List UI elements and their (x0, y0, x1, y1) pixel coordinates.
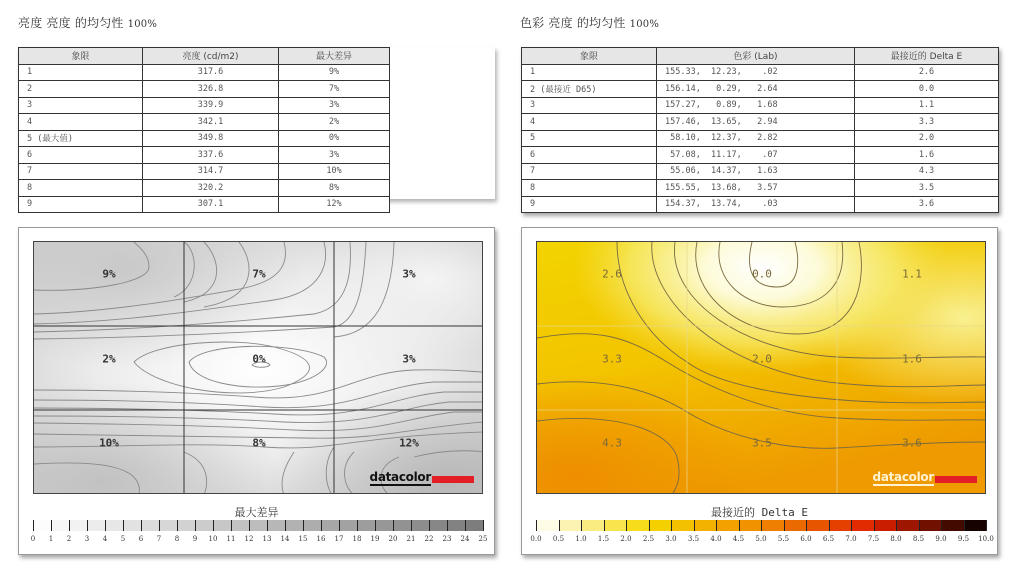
table-cell: 317.6 (143, 64, 279, 81)
legend-tick-mark (33, 520, 34, 531)
table-cell: 0.0 (855, 81, 999, 98)
table-row (19, 64, 390, 81)
table-cell: 2.6 (855, 64, 999, 81)
legend-tick-label: 4.5 (732, 535, 745, 543)
legend-tick-mark (69, 520, 70, 531)
legend-tick-label: 7 (156, 535, 162, 543)
table-cell: 8 (19, 180, 143, 197)
legend-tick-label: 5.0 (755, 535, 767, 543)
legend-tick-label: 13 (262, 535, 272, 543)
legend-swatch (581, 520, 604, 531)
map-label-q3: 1.1 (902, 267, 922, 281)
map-label-q9: 12% (399, 436, 419, 450)
legend-tick-mark (321, 520, 322, 531)
table-cell: 5 (522, 130, 657, 147)
datacolor-logo-text: datacolor (369, 470, 431, 484)
table-cell: 5 (最大值) (19, 130, 143, 147)
legend-swatch (626, 520, 649, 531)
legend-tick-label: 20 (388, 535, 398, 543)
legend-tick-mark (483, 520, 484, 531)
table-cell: 337.6 (143, 147, 279, 164)
legend-swatch (159, 520, 178, 531)
legend-tick-mark (393, 520, 394, 531)
map-label-q5: 2.0 (752, 352, 772, 366)
legend-swatch (761, 520, 784, 531)
legend-tick-label: 11 (226, 535, 236, 543)
legend-tick-label: 9.5 (957, 535, 970, 543)
table-row (19, 97, 390, 114)
legend-tick-label: 3.0 (665, 535, 677, 543)
table-cell: 339.9 (143, 97, 279, 114)
table-cell: 342.1 (143, 114, 279, 131)
legend-tick-label: 2.0 (620, 535, 632, 543)
legend-tick-mark (105, 520, 106, 531)
legend-tick-mark (339, 520, 340, 531)
legend-tick-label: 17 (334, 535, 344, 543)
legend-tick-mark (694, 520, 695, 531)
legend-tick-mark (559, 520, 560, 531)
legend-tick-label: 9 (192, 535, 198, 543)
table-cell: 4 (522, 114, 657, 131)
table-row (522, 97, 999, 114)
table-row (522, 81, 999, 98)
legend-tick-mark (303, 520, 304, 531)
legend-tick-mark (671, 520, 672, 531)
legend-swatch (213, 520, 232, 531)
table-cell: 314.7 (143, 163, 279, 180)
table-cell: 57.08, 11.17, .07 (657, 147, 855, 164)
table-row (19, 163, 390, 180)
datacolor-logo-text: datacolor (872, 470, 934, 484)
legend-tick-mark (375, 520, 376, 531)
map-label-q4: 2% (102, 352, 116, 366)
legend-swatch (649, 520, 672, 531)
table-cell: 4 (19, 114, 143, 131)
datacolor-logo (873, 471, 977, 486)
map-label-q2: 7% (252, 267, 266, 281)
table-cell: 6 (19, 147, 143, 164)
legend-tick-label: 8.0 (890, 535, 902, 543)
legend-tick-mark (51, 520, 52, 531)
table-row (522, 180, 999, 197)
table-cell: 0% (279, 130, 390, 147)
table-cell: 6 (522, 147, 657, 164)
legend-tick-label: 0.5 (552, 535, 565, 543)
table-cell: 1.6 (855, 147, 999, 164)
table-cell: 349.8 (143, 130, 279, 147)
table-cell: 12% (279, 196, 390, 213)
legend-swatch (559, 520, 582, 531)
map-label-q6: 3% (402, 352, 416, 366)
table-row (19, 81, 390, 98)
table-cell: 3.6 (855, 196, 999, 213)
map-label-q3: 3% (402, 267, 416, 281)
map-label-q7: 10% (99, 436, 119, 450)
legend-tick-label: 0 (30, 535, 36, 543)
legend-swatch (357, 520, 376, 531)
color-title-pct: 100% (629, 19, 660, 30)
legend-tick-label: 7.0 (845, 535, 857, 543)
legend-swatch (829, 520, 852, 531)
table-cell: 1 (19, 64, 143, 81)
legend-swatch (249, 520, 268, 531)
map-label-q1: 2.6 (602, 267, 622, 281)
legend-tick-label: 4.0 (710, 535, 722, 543)
map-label-q6: 1.6 (902, 352, 922, 366)
table-row (522, 147, 999, 164)
legend-tick-mark (357, 520, 358, 531)
legend-swatch (671, 520, 694, 531)
legend-swatch (177, 520, 196, 531)
legend-tick-label: 25 (478, 535, 488, 543)
map-label-q7: 4.3 (602, 436, 622, 450)
legend-tick-label: 24 (460, 535, 470, 543)
legend-swatch (694, 520, 717, 531)
datacolor-logo-bar (432, 476, 474, 483)
legend-tick-mark (919, 520, 920, 531)
col-header-max-diff: 最大差异 (279, 48, 390, 65)
legend-tick-label: 5.5 (777, 535, 790, 543)
legend-tick-label: 16 (316, 535, 326, 543)
color-table (521, 47, 999, 213)
table-cell: 2 (最接近 D65) (522, 81, 657, 98)
legend-tick-label: 19 (370, 535, 380, 543)
table-cell: 2% (279, 114, 390, 131)
legend-swatch (141, 520, 160, 531)
table-cell: 9 (19, 196, 143, 213)
table-cell: 320.2 (143, 180, 279, 197)
legend-tick-mark (896, 520, 897, 531)
table-row (19, 130, 390, 147)
table-cell: 2 (19, 81, 143, 98)
table-row (522, 64, 999, 81)
legend-tick-mark (429, 520, 430, 531)
map-label-q5: 0% (252, 352, 266, 366)
legend-tick-label: 21 (406, 535, 416, 543)
legend-tick-mark (213, 520, 214, 531)
luminance-title-pct: 100% (127, 19, 158, 30)
table-cell: 4.3 (855, 163, 999, 180)
legend-tick-label: 9.0 (935, 535, 947, 543)
table-cell: 1.1 (855, 97, 999, 114)
legend-swatch (465, 520, 484, 531)
table-cell: 3% (279, 147, 390, 164)
table-row (19, 180, 390, 197)
table-cell: 58.10, 12.37, 2.82 (657, 130, 855, 147)
table-cell: 154.37, 13.74, .03 (657, 196, 855, 213)
table-cell: 3.3 (855, 114, 999, 131)
table-cell: 156.14, 0.29, 2.64 (657, 81, 855, 98)
legend-swatch (195, 520, 214, 531)
legend-tick-mark (465, 520, 466, 531)
legend-swatch (393, 520, 412, 531)
table-cell: 157.46, 13.65, 2.94 (657, 114, 855, 131)
legend-swatch (411, 520, 430, 531)
legend-swatch (303, 520, 322, 531)
legend-tick-mark (739, 520, 740, 531)
legend-tick-label: 6 (138, 535, 144, 543)
table-cell: 1 (522, 64, 657, 81)
legend-tick-mark (411, 520, 412, 531)
table-cell: 3 (19, 97, 143, 114)
col-header-lab: 色彩 (Lab) (657, 48, 855, 65)
legend-tick-mark (941, 520, 942, 531)
legend-tick-label: 15 (298, 535, 308, 543)
luminance-legend-title: 最大差异 (234, 506, 279, 519)
legend-tick-mark (964, 520, 965, 531)
legend-tick-label: 1 (48, 535, 54, 543)
table-cell: 8 (522, 180, 657, 197)
legend-tick-mark (806, 520, 807, 531)
table-cell: 9% (279, 64, 390, 81)
legend-tick-mark (87, 520, 88, 531)
datacolor-logo (370, 471, 474, 486)
table-cell: 3.5 (855, 180, 999, 197)
legend-tick-label: 2 (66, 535, 72, 543)
table-row (19, 114, 390, 131)
table-cell: 2.0 (855, 130, 999, 147)
legend-swatch (896, 520, 919, 531)
legend-tick-label: 8 (174, 535, 180, 543)
legend-swatch (784, 520, 807, 531)
legend-tick-label: 6.0 (800, 535, 812, 543)
legend-swatch (285, 520, 304, 531)
map-label-q8: 8% (252, 436, 266, 450)
table-row (19, 147, 390, 164)
legend-tick-mark (231, 520, 232, 531)
table-cell: 157.27, 0.89, 1.68 (657, 97, 855, 114)
col-header-luminance: 亮度 (cd/m2) (143, 48, 279, 65)
legend-tick-mark (447, 520, 448, 531)
table-row (522, 130, 999, 147)
legend-tick-mark (249, 520, 250, 531)
legend-swatch (941, 520, 964, 531)
datacolor-logo-bar (935, 476, 977, 483)
color-title-text: 色彩 亮度 的均匀性 (520, 16, 626, 30)
table-cell: 3% (279, 97, 390, 114)
legend-swatch (919, 520, 942, 531)
table-cell: 7% (279, 81, 390, 98)
legend-tick-label: 6.5 (822, 535, 835, 543)
legend-tick-label: 0.0 (530, 535, 542, 543)
legend-tick-label: 18 (352, 535, 362, 543)
legend-tick-label: 5 (120, 535, 126, 543)
legend-tick-label: 4 (102, 535, 108, 543)
luminance-color-scale (30, 520, 488, 543)
table-cell: 10% (279, 163, 390, 180)
table-cell: 307.1 (143, 196, 279, 213)
legend-swatch (105, 520, 124, 531)
legend-tick-mark (195, 520, 196, 531)
legend-tick-mark (874, 520, 875, 531)
table-cell: 7 (19, 163, 143, 180)
luminance-title-text: 亮度 亮度 的均匀性 (18, 16, 124, 30)
legend-tick-mark (649, 520, 650, 531)
table-row (522, 114, 999, 131)
legend-swatch (375, 520, 394, 531)
legend-swatch (851, 520, 874, 531)
legend-tick-mark (829, 520, 830, 531)
legend-swatch (739, 520, 762, 531)
col-header-quadrant: 象限 (522, 48, 657, 65)
color-delta-e-scale (530, 520, 994, 543)
legend-tick-mark (851, 520, 852, 531)
legend-tick-label: 22 (424, 535, 434, 543)
table-cell: 8% (279, 180, 390, 197)
legend-tick-label: 7.5 (867, 535, 880, 543)
legend-tick-mark (267, 520, 268, 531)
legend-swatch (339, 520, 358, 531)
legend-tick-label: 23 (442, 535, 452, 543)
legend-swatch (536, 520, 559, 531)
table-row (19, 196, 390, 213)
legend-swatch (964, 520, 987, 531)
luminance-map-panel (18, 227, 495, 555)
legend-tick-mark (285, 520, 286, 531)
table-cell: 155.33, 12.23, .02 (657, 64, 855, 81)
legend-tick-mark (626, 520, 627, 531)
legend-tick-label: 10 (208, 535, 218, 543)
color-map-panel (521, 227, 998, 555)
legend-tick-mark (177, 520, 178, 531)
legend-tick-label: 10.0 (978, 535, 994, 543)
legend-tick-mark (604, 520, 605, 531)
table-cell: 3 (522, 97, 657, 114)
map-label-q8: 3.5 (752, 436, 772, 450)
legend-tick-mark (581, 520, 582, 531)
legend-tick-mark (761, 520, 762, 531)
table-cell: 326.8 (143, 81, 279, 98)
map-label-q4: 3.3 (602, 352, 622, 366)
luminance-table (18, 47, 390, 213)
legend-swatch (321, 520, 340, 531)
table-cell: 55.06, 14.37, 1.63 (657, 163, 855, 180)
legend-swatch (874, 520, 897, 531)
table-row (522, 196, 999, 213)
legend-tick-mark (123, 520, 124, 531)
legend-tick-label: 3 (84, 535, 90, 543)
legend-tick-label: 3.5 (687, 535, 700, 543)
legend-tick-label: 12 (244, 535, 254, 543)
legend-swatch (123, 520, 142, 531)
legend-tick-label: 14 (280, 535, 290, 543)
table-cell: 7 (522, 163, 657, 180)
legend-tick-mark (141, 520, 142, 531)
legend-tick-label: 1.5 (597, 535, 610, 543)
luminance-title (18, 14, 157, 31)
legend-swatch (69, 520, 88, 531)
legend-swatch (604, 520, 627, 531)
map-label-q9: 3.6 (902, 436, 922, 450)
table-row (522, 163, 999, 180)
legend-swatch (87, 520, 106, 531)
table-cell: 9 (522, 196, 657, 213)
legend-tick-mark (784, 520, 785, 531)
col-header-quadrant: 象限 (19, 48, 143, 65)
legend-tick-mark (159, 520, 160, 531)
color-legend-title: 最接近的 Delta E (711, 506, 808, 519)
col-header-delta-e: 最接近的 Delta E (855, 48, 999, 65)
color-title (520, 14, 659, 31)
map-label-q2: 0.0 (752, 267, 772, 281)
legend-swatch (429, 520, 448, 531)
luminance-contour-map (33, 241, 483, 494)
legend-tick-label: 2.5 (642, 535, 655, 543)
legend-tick-mark (536, 520, 537, 531)
legend-tick-label: 1.0 (575, 535, 587, 543)
legend-swatch (33, 520, 52, 531)
legend-tick-label: 8.5 (912, 535, 925, 543)
legend-swatch (267, 520, 286, 531)
table-cell: 155.55, 13.68, 3.57 (657, 180, 855, 197)
map-label-q1: 9% (102, 267, 116, 281)
legend-tick-mark (986, 520, 987, 531)
legend-tick-mark (716, 520, 717, 531)
legend-swatch (231, 520, 250, 531)
legend-swatch (716, 520, 739, 531)
legend-swatch (51, 520, 70, 531)
color-contour-map (536, 241, 986, 494)
legend-swatch (806, 520, 829, 531)
legend-swatch (447, 520, 466, 531)
